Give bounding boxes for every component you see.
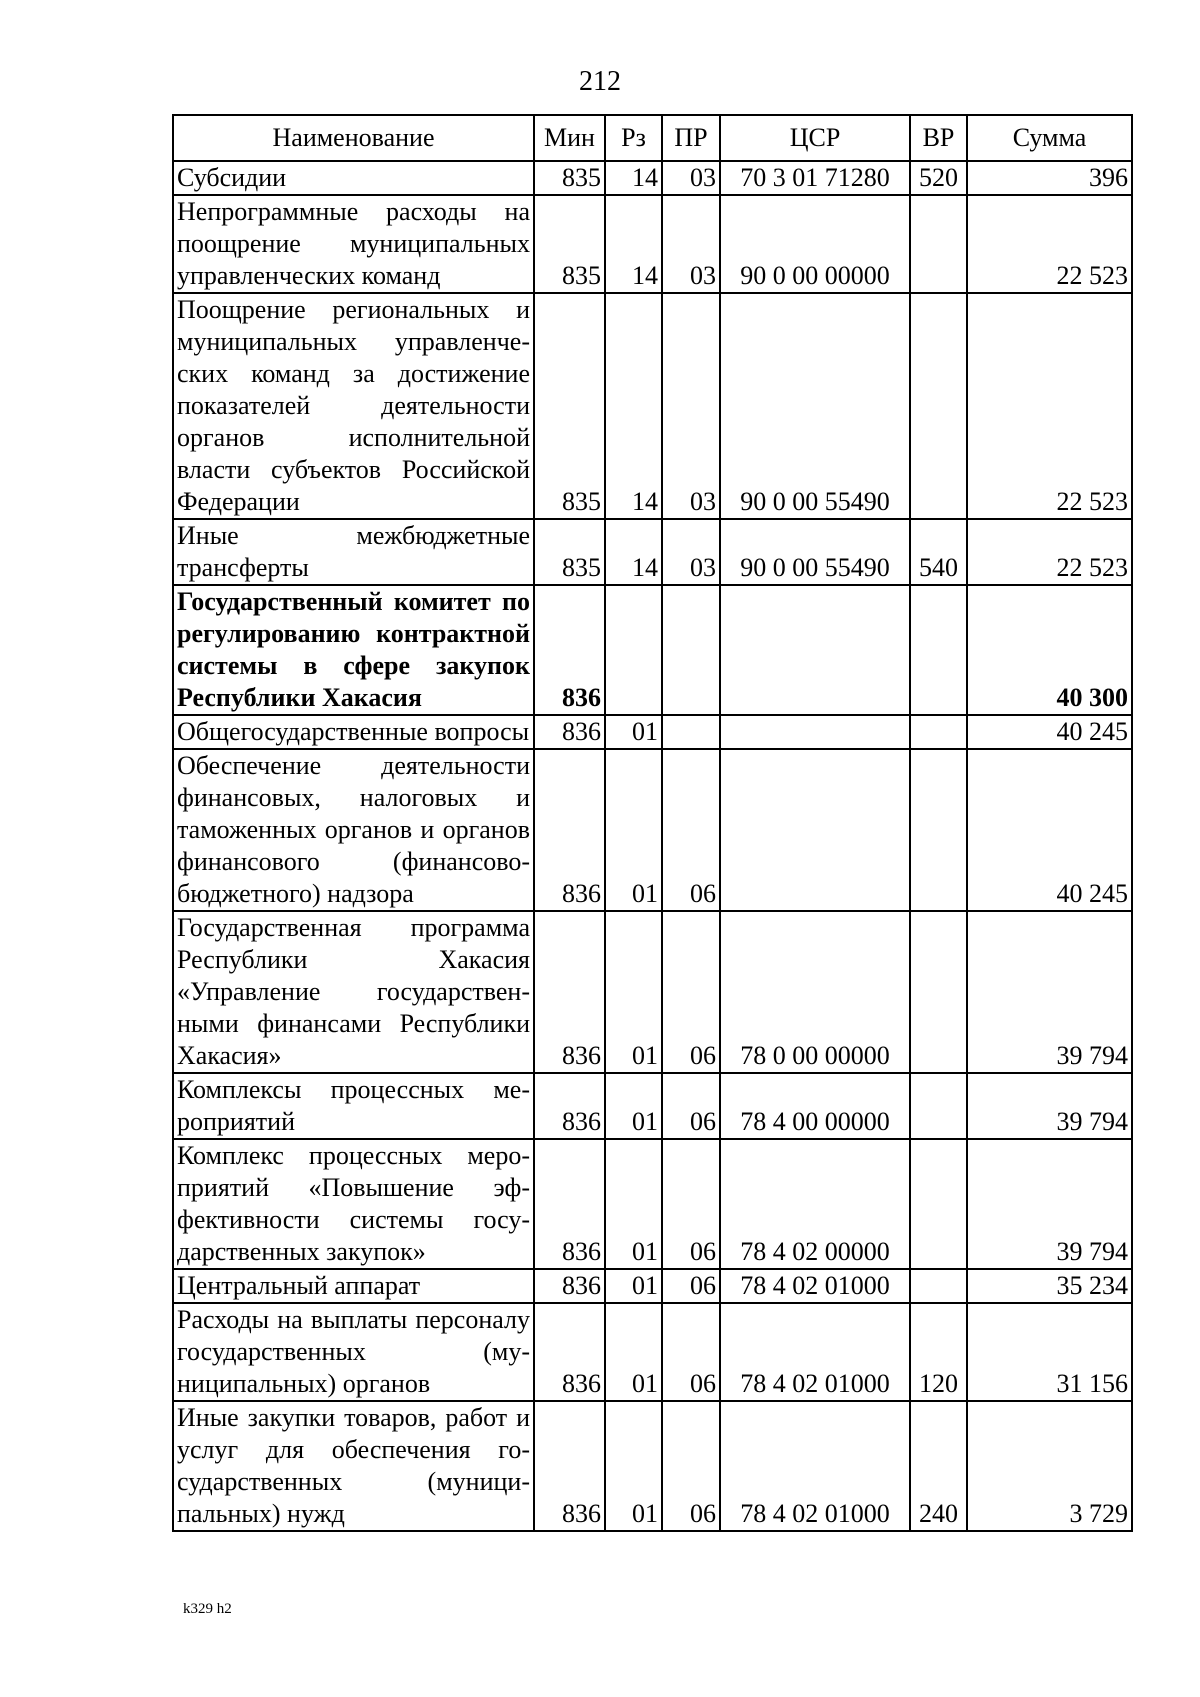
cell-sum: 396 <box>967 161 1132 195</box>
cell-name: Общегосударственные вопросы <box>173 715 534 749</box>
cell-name: Поощрение региональных и муниципальных управленческих команд за достижение показателей деятельности органов исполнительной власти субъектов Российской Федерации <box>173 293 534 519</box>
cell-name: Расходы на выплаты персоналу государственных (муниципальных) органов <box>173 1303 534 1401</box>
cell-vr <box>910 715 967 749</box>
budget-table <box>172 114 1133 1532</box>
header-sum: Сумма <box>967 115 1132 161</box>
cell-vr <box>910 585 967 715</box>
table-header-row <box>173 115 1132 161</box>
cell-sum: 22 523 <box>967 195 1132 293</box>
cell-pr: 06 <box>662 1269 720 1303</box>
cell-csr: 78 4 02 01000 <box>720 1303 910 1401</box>
header-min: Мин <box>534 115 605 161</box>
cell-sum: 39 794 <box>967 1139 1132 1269</box>
cell-name: Иные межбюджетные трансферты <box>173 519 534 585</box>
table-row <box>173 293 1132 519</box>
cell-vr: 540 <box>910 519 967 585</box>
cell-vr <box>910 911 967 1073</box>
cell-name: Субсидии <box>173 161 534 195</box>
cell-pr: 06 <box>662 1139 720 1269</box>
cell-sum: 40 300 <box>967 585 1132 715</box>
cell-csr: 90 0 00 00000 <box>720 195 910 293</box>
cell-rz <box>605 585 662 715</box>
cell-csr: 70 3 01 71280 <box>720 161 910 195</box>
cell-min: 836 <box>534 1401 605 1531</box>
cell-csr: 90 0 00 55490 <box>720 519 910 585</box>
cell-pr: 06 <box>662 1073 720 1139</box>
cell-pr: 06 <box>662 1303 720 1401</box>
cell-name: Государственная программа Республики Хакасия «Управление государственными финансами Республики Хакасия» <box>173 911 534 1073</box>
cell-csr: 78 4 02 01000 <box>720 1401 910 1531</box>
cell-vr <box>910 1073 967 1139</box>
cell-rz: 14 <box>605 195 662 293</box>
cell-vr: 520 <box>910 161 967 195</box>
table-row <box>173 1303 1132 1401</box>
cell-csr: 78 0 00 00000 <box>720 911 910 1073</box>
cell-name: Комплекс процессных мероприятий «Повышение эффективности системы государственных закупок» <box>173 1139 534 1269</box>
cell-sum: 35 234 <box>967 1269 1132 1303</box>
cell-min: 835 <box>534 293 605 519</box>
cell-csr: 78 4 02 01000 <box>720 1269 910 1303</box>
footer-code: k329 h2 <box>183 1601 232 1617</box>
header-csr: ЦСР <box>720 115 910 161</box>
cell-name: Центральный аппарат <box>173 1269 534 1303</box>
cell-sum: 40 245 <box>967 749 1132 911</box>
cell-name: Комплексы процессных мероприятий <box>173 1073 534 1139</box>
cell-min: 835 <box>534 519 605 585</box>
table-row <box>173 195 1132 293</box>
cell-rz: 01 <box>605 715 662 749</box>
cell-sum: 3 729 <box>967 1401 1132 1531</box>
cell-vr <box>910 195 967 293</box>
cell-min: 836 <box>534 715 605 749</box>
cell-pr <box>662 585 720 715</box>
cell-rz: 14 <box>605 519 662 585</box>
cell-sum: 39 794 <box>967 1073 1132 1139</box>
cell-min: 835 <box>534 195 605 293</box>
cell-vr <box>910 749 967 911</box>
header-pr: ПР <box>662 115 720 161</box>
cell-sum: 22 523 <box>967 293 1132 519</box>
cell-name: Государственный комитет по регулированию контрактной системы в сфере закупок Республики Хакасия <box>173 585 534 715</box>
cell-min: 836 <box>534 911 605 1073</box>
cell-pr <box>662 715 720 749</box>
cell-rz: 01 <box>605 911 662 1073</box>
cell-csr <box>720 715 910 749</box>
table-row <box>173 1269 1132 1303</box>
cell-csr <box>720 585 910 715</box>
cell-name: Непрограммные расходы на поощрение муниципальных управленческих команд <box>173 195 534 293</box>
cell-vr: 120 <box>910 1303 967 1401</box>
cell-pr: 03 <box>662 519 720 585</box>
table-body <box>173 161 1132 1531</box>
cell-vr <box>910 1269 967 1303</box>
table-row <box>173 1073 1132 1139</box>
cell-rz: 14 <box>605 161 662 195</box>
cell-vr <box>910 293 967 519</box>
header-vr: ВР <box>910 115 967 161</box>
cell-rz: 01 <box>605 1139 662 1269</box>
cell-csr <box>720 749 910 911</box>
cell-vr: 240 <box>910 1401 967 1531</box>
cell-min: 836 <box>534 1073 605 1139</box>
cell-pr: 03 <box>662 161 720 195</box>
cell-rz: 01 <box>605 1073 662 1139</box>
cell-sum: 40 245 <box>967 715 1132 749</box>
cell-min: 836 <box>534 1139 605 1269</box>
table-row <box>173 1401 1132 1531</box>
cell-csr: 78 4 02 00000 <box>720 1139 910 1269</box>
table-row <box>173 749 1132 911</box>
cell-rz: 01 <box>605 1303 662 1401</box>
table-row <box>173 519 1132 585</box>
cell-pr: 06 <box>662 911 720 1073</box>
cell-rz: 14 <box>605 293 662 519</box>
header-rz: Рз <box>605 115 662 161</box>
cell-csr: 78 4 00 00000 <box>720 1073 910 1139</box>
cell-sum: 22 523 <box>967 519 1132 585</box>
table-row <box>173 161 1132 195</box>
cell-pr: 06 <box>662 1401 720 1531</box>
cell-name: Иные закупки товаров, работ и услуг для обеспечения государственных (муниципальных) нужд <box>173 1401 534 1531</box>
cell-vr <box>910 1139 967 1269</box>
cell-min: 836 <box>534 749 605 911</box>
cell-csr: 90 0 00 55490 <box>720 293 910 519</box>
header-name: Наименование <box>173 115 534 161</box>
cell-pr: 03 <box>662 293 720 519</box>
cell-pr: 06 <box>662 749 720 911</box>
table-row <box>173 911 1132 1073</box>
cell-sum: 39 794 <box>967 911 1132 1073</box>
cell-sum: 31 156 <box>967 1303 1132 1401</box>
cell-min: 836 <box>534 1269 605 1303</box>
page-number: 212 <box>579 66 621 97</box>
cell-rz: 01 <box>605 1269 662 1303</box>
cell-pr: 03 <box>662 195 720 293</box>
table-row <box>173 1139 1132 1269</box>
cell-rz: 01 <box>605 1401 662 1531</box>
table-row <box>173 715 1132 749</box>
cell-name: Обеспечение деятельности финансовых, налоговых и таможенных органов и органов финансового (финансово-бюджетного) надзора <box>173 749 534 911</box>
cell-rz: 01 <box>605 749 662 911</box>
cell-min: 836 <box>534 1303 605 1401</box>
cell-min: 836 <box>534 585 605 715</box>
cell-min: 835 <box>534 161 605 195</box>
table-row <box>173 585 1132 715</box>
